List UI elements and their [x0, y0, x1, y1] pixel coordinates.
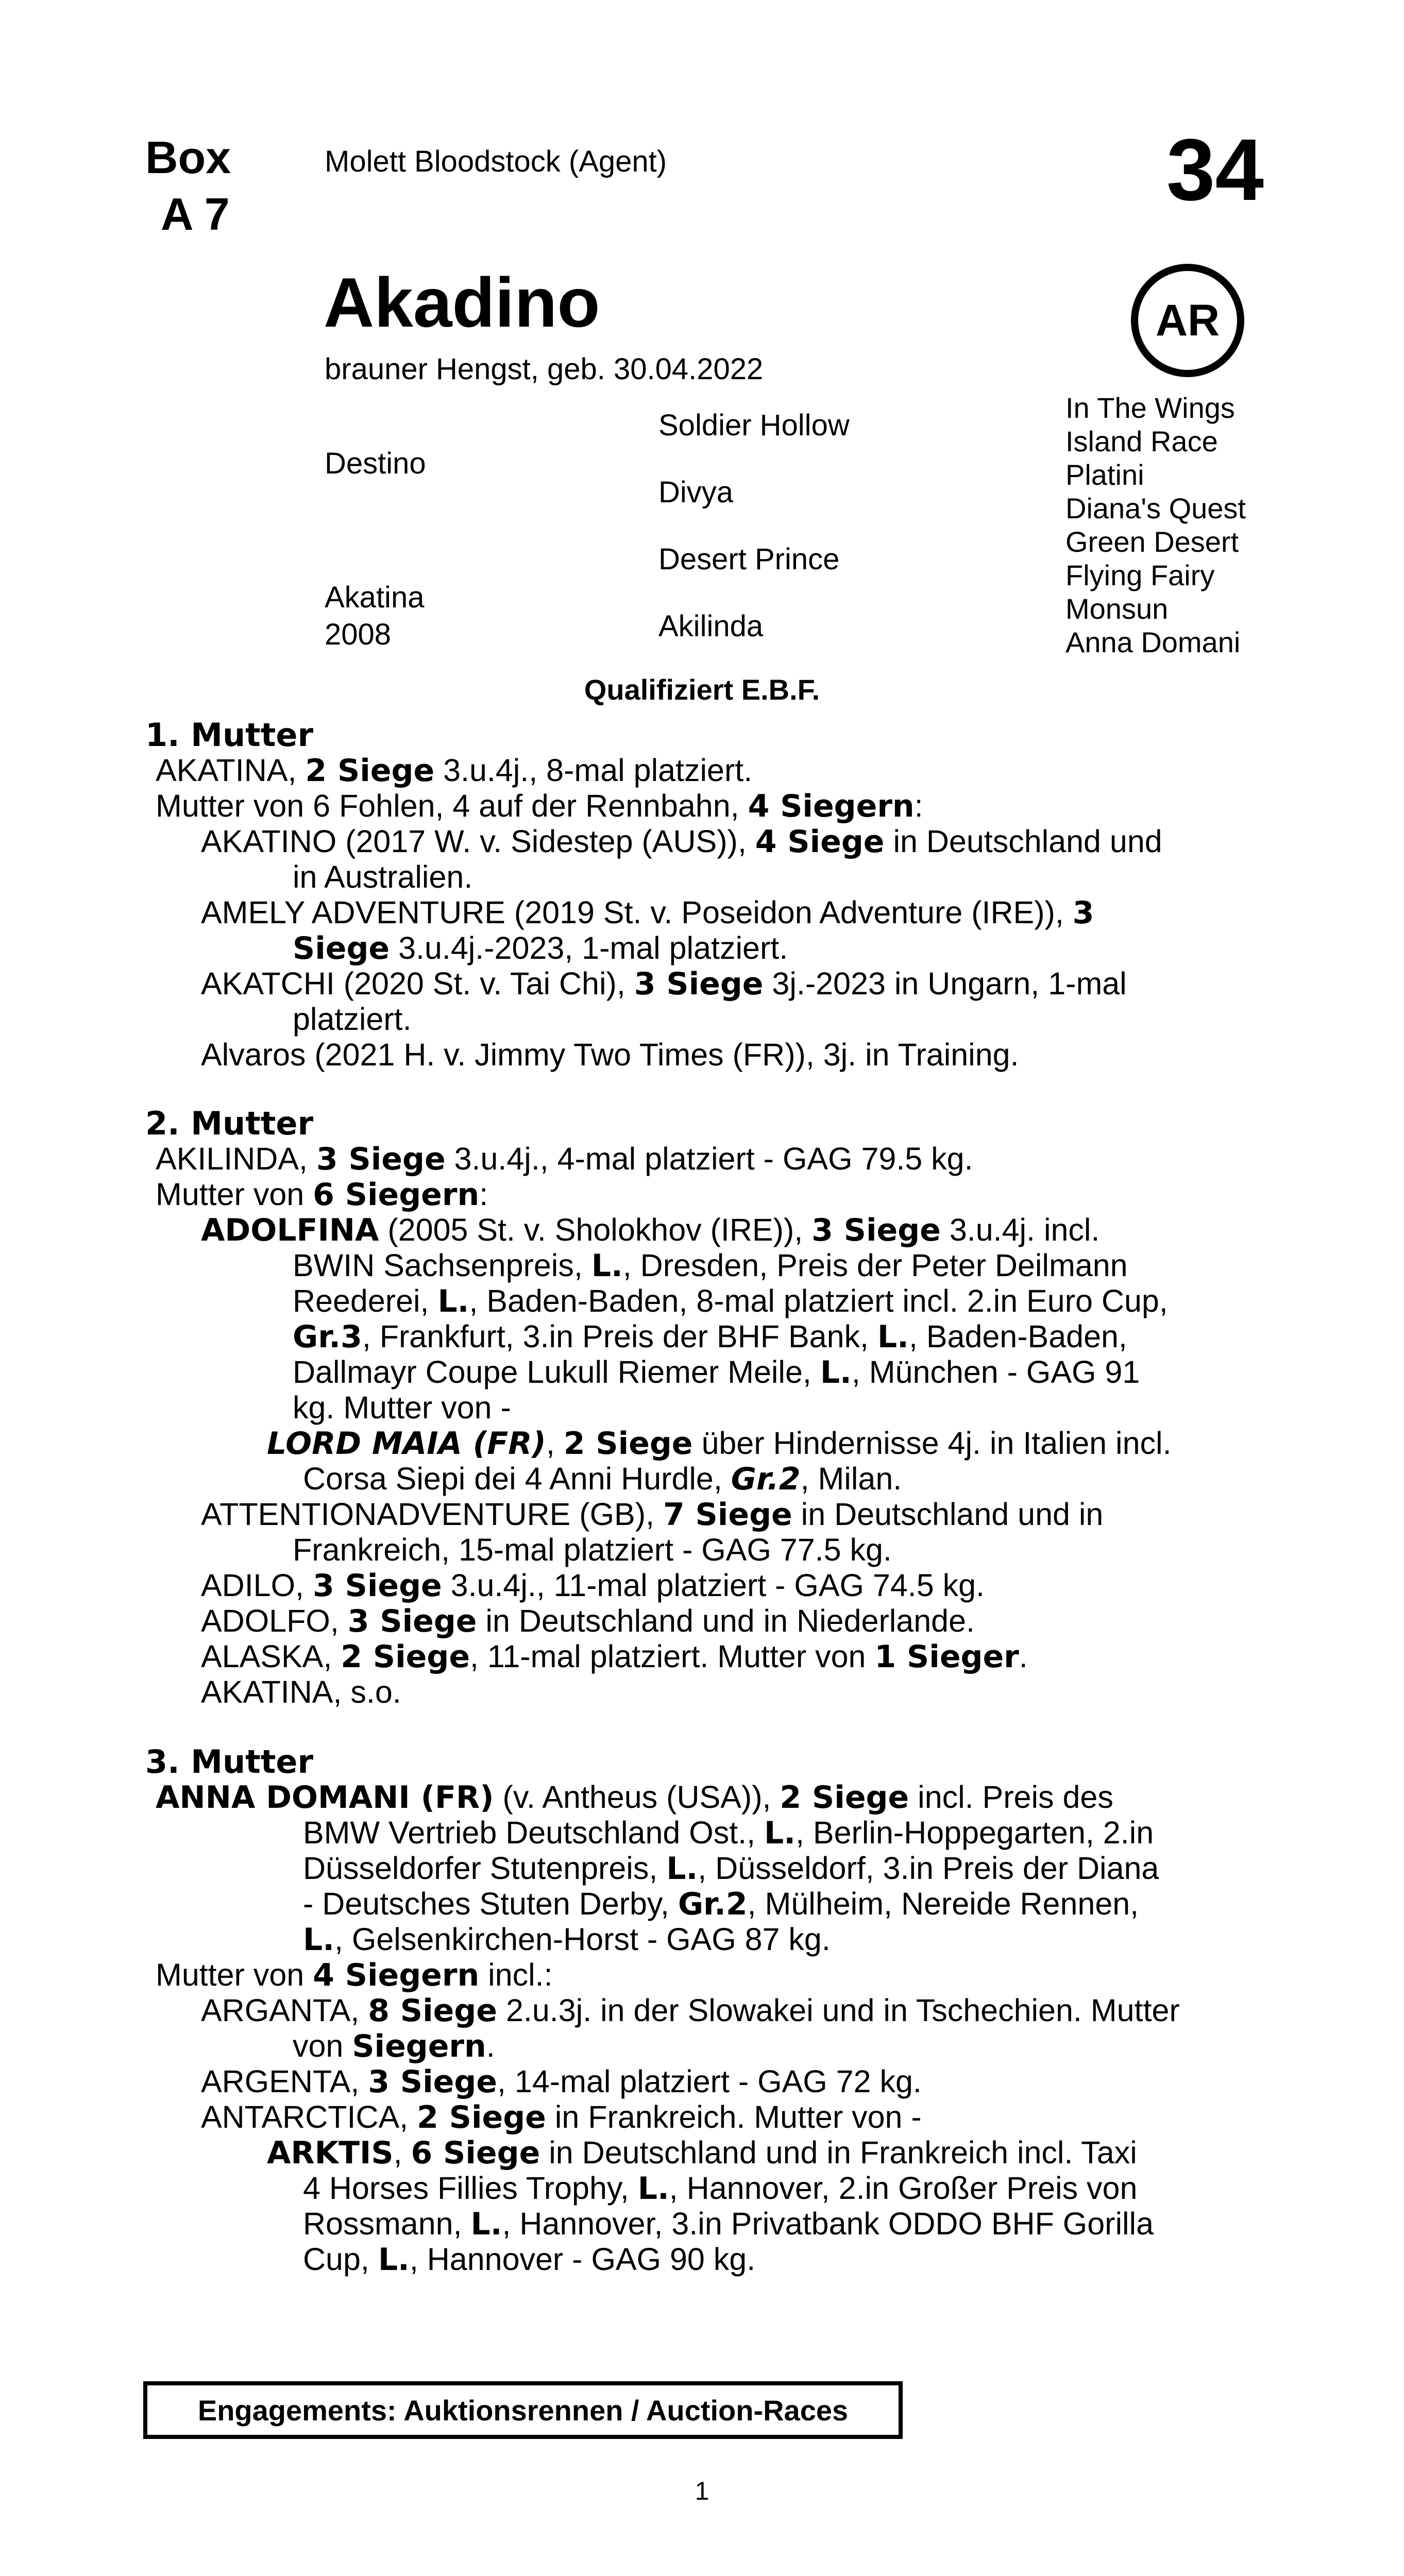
- text-line: ALASKA, 2 Siege, 11-mal platziert. Mutter von 1 Sieger.: [201, 1639, 1028, 1675]
- text-line: AKATINA, 2 Siege 3.u.4j., 8-mal platziert.: [156, 753, 753, 789]
- agent-name: Molett Bloodstock (Agent): [325, 145, 667, 178]
- engagements-box: [143, 2381, 903, 2439]
- text-line: ADILO, 3 Siege 3.u.4j., 11-mal platziert - GAG 74.5 kg.: [201, 1568, 985, 1604]
- text-line: ANTARCTICA, 2 Siege in Frankreich. Mutter von -: [201, 2099, 922, 2136]
- pedigree-gen4-item: Monsun: [1065, 592, 1169, 625]
- text-line: Frankreich, 15-mal platziert - GAG 77.5 kg.: [293, 1532, 892, 1567]
- box-number: A 7: [161, 189, 230, 240]
- pedigree-gen4-item: Green Desert: [1065, 526, 1239, 558]
- pedigree-gen4-item: Island Race: [1065, 425, 1218, 457]
- pedigree-sire-sire: Soldier Hollow: [658, 409, 850, 442]
- text-line: - Deutsches Stuten Derby, Gr.2, Mülheim, Nereide Rennen,: [303, 1886, 1139, 1922]
- text-line: Alvaros (2021 H. v. Jimmy Two Times (FR)), 3j. in Training.: [201, 1037, 1019, 1072]
- text-line: Mutter von 6 Siegern:: [156, 1177, 488, 1213]
- text-line: L., Gelsenkirchen-Horst - GAG 87 kg.: [303, 1922, 831, 1958]
- box-label: Box: [145, 132, 231, 183]
- text-line: in Australien.: [293, 859, 473, 894]
- horse-description: brauner Hengst, geb. 30.04.2022: [325, 352, 764, 386]
- page-number: 1: [695, 2477, 709, 2505]
- text-line: platziert.: [293, 1002, 412, 1037]
- text-line: LORD MAIA (FR), 2 Siege über Hindernisse 4j. in Italien incl.: [267, 1426, 1172, 1462]
- section-heading: 1. Mutter: [145, 716, 314, 754]
- text-line: 4 Horses Fillies Trophy, L., Hannover, 2.in Großer Preis von: [303, 2171, 1138, 2207]
- text-line: Corsa Siepi dei 4 Anni Hurdle, Gr.2, Milan.: [303, 1461, 902, 1497]
- pedigree-gen4-item: Flying Fairy: [1065, 559, 1215, 591]
- lot-number: 34: [1166, 121, 1264, 219]
- text-line: Dallmayr Coupe Lukull Riemer Meile, L., München - GAG 91: [293, 1354, 1140, 1391]
- text-line: Reederei, L., Baden-Baden, 8-mal platziert incl. 2.in Euro Cup,: [293, 1283, 1168, 1319]
- engagements-text: Engagements: Auktionsrennen / Auction-Races: [197, 2394, 849, 2427]
- qualification: Qualifiziert E.B.F.: [584, 673, 820, 706]
- pedigree-gen4-item: In The Wings: [1065, 392, 1235, 424]
- text-line: Düsseldorfer Stutenpreis, L., Düsseldorf, 3.in Preis der Diana: [303, 1851, 1159, 1887]
- text-line: kg. Mutter von -: [293, 1390, 511, 1425]
- text-line: Mutter von 4 Siegern incl.:: [156, 1957, 553, 1993]
- text-line: ADOLFINA (2005 St. v. Sholokhov (IRE)), 3 Siege 3.u.4j. incl.: [201, 1212, 1100, 1248]
- pedigree-sire-dam: Divya: [658, 476, 734, 509]
- text-line: ARGANTA, 8 Siege 2.u.3j. in der Slowakei und in Tschechien. Mutter: [201, 1993, 1180, 2029]
- text-line: AKATINA, s.o.: [201, 1674, 401, 1709]
- pedigree-sire: Destino: [325, 447, 426, 480]
- text-line: AKILINDA, 3 Siege 3.u.4j., 4-mal platziert - GAG 79.5 kg.: [156, 1141, 973, 1177]
- text-line: ATTENTIONADVENTURE (GB), 7 Siege in Deutschland und in: [201, 1497, 1104, 1533]
- pedigree-dam: Akatina: [325, 581, 425, 614]
- text-line: ARGENTA, 3 Siege, 14-mal platziert - GAG 72 kg.: [201, 2064, 922, 2100]
- text-line: BMW Vertrieb Deutschland Ost., L., Berlin-Hoppegarten, 2.in: [303, 1815, 1154, 1851]
- text-line: von Siegern.: [293, 2028, 495, 2064]
- text-line: ADOLFO, 3 Siege in Deutschland und in Niederlande.: [201, 1603, 975, 1639]
- section-heading: 2. Mutter: [145, 1105, 314, 1142]
- horse-name: Akadino: [324, 263, 600, 342]
- pedigree-gen4-item: Diana's Quest: [1065, 492, 1246, 524]
- text-line: Mutter von 6 Fohlen, 4 auf der Rennbahn, 4 Siegern:: [156, 788, 923, 824]
- text-line: Cup, L., Hannover - GAG 90 kg.: [303, 2242, 756, 2278]
- text-line: Gr.3, Frankfurt, 3.in Preis der BHF Bank, L., Baden-Baden,: [293, 1319, 1127, 1355]
- second-dam-section: [145, 1106, 1264, 1710]
- text-line: AMELY ADVENTURE (2019 St. v. Poseidon Adventure (IRE)), 3: [201, 895, 1094, 931]
- text-line: ARKTIS, 6 Siege in Deutschland und in Frankreich incl. Taxi: [267, 2135, 1137, 2171]
- pedigree-dam-year: 2008: [325, 618, 392, 651]
- pedigree-dam-dam: Akilinda: [658, 609, 764, 643]
- ar-badge-icon: [1131, 264, 1244, 377]
- section-heading: 3. Mutter: [145, 1743, 314, 1781]
- third-dam-section: [145, 1744, 1264, 2277]
- text-line: ANNA DOMANI (FR) (v. Antheus (USA)), 2 Siege incl. Preis des: [156, 1780, 1113, 1816]
- first-dam-section: [145, 717, 1264, 1073]
- text-line: AKATINO (2017 W. v. Sidestep (AUS)), 4 Siege in Deutschland und: [201, 824, 1162, 860]
- text-line: BWIN Sachsenpreis, L., Dresden, Preis der Peter Deilmann: [293, 1248, 1128, 1284]
- pedigree-gen4-item: Platini: [1065, 459, 1144, 491]
- text-line: Siege 3.u.4j.-2023, 1-mal platziert.: [293, 930, 788, 967]
- pedigree-dam-sire: Desert Prince: [658, 543, 840, 576]
- text-line: AKATCHI (2020 St. v. Tai Chi), 3 Siege 3j.-2023 in Ungarn, 1-mal: [201, 966, 1127, 1002]
- pedigree-gen4-item: Anna Domani: [1065, 626, 1241, 658]
- text-line: Rossmann, L., Hannover, 3.in Privatbank ODDO BHF Gorilla: [303, 2206, 1154, 2242]
- badge-text: AR: [1155, 295, 1220, 345]
